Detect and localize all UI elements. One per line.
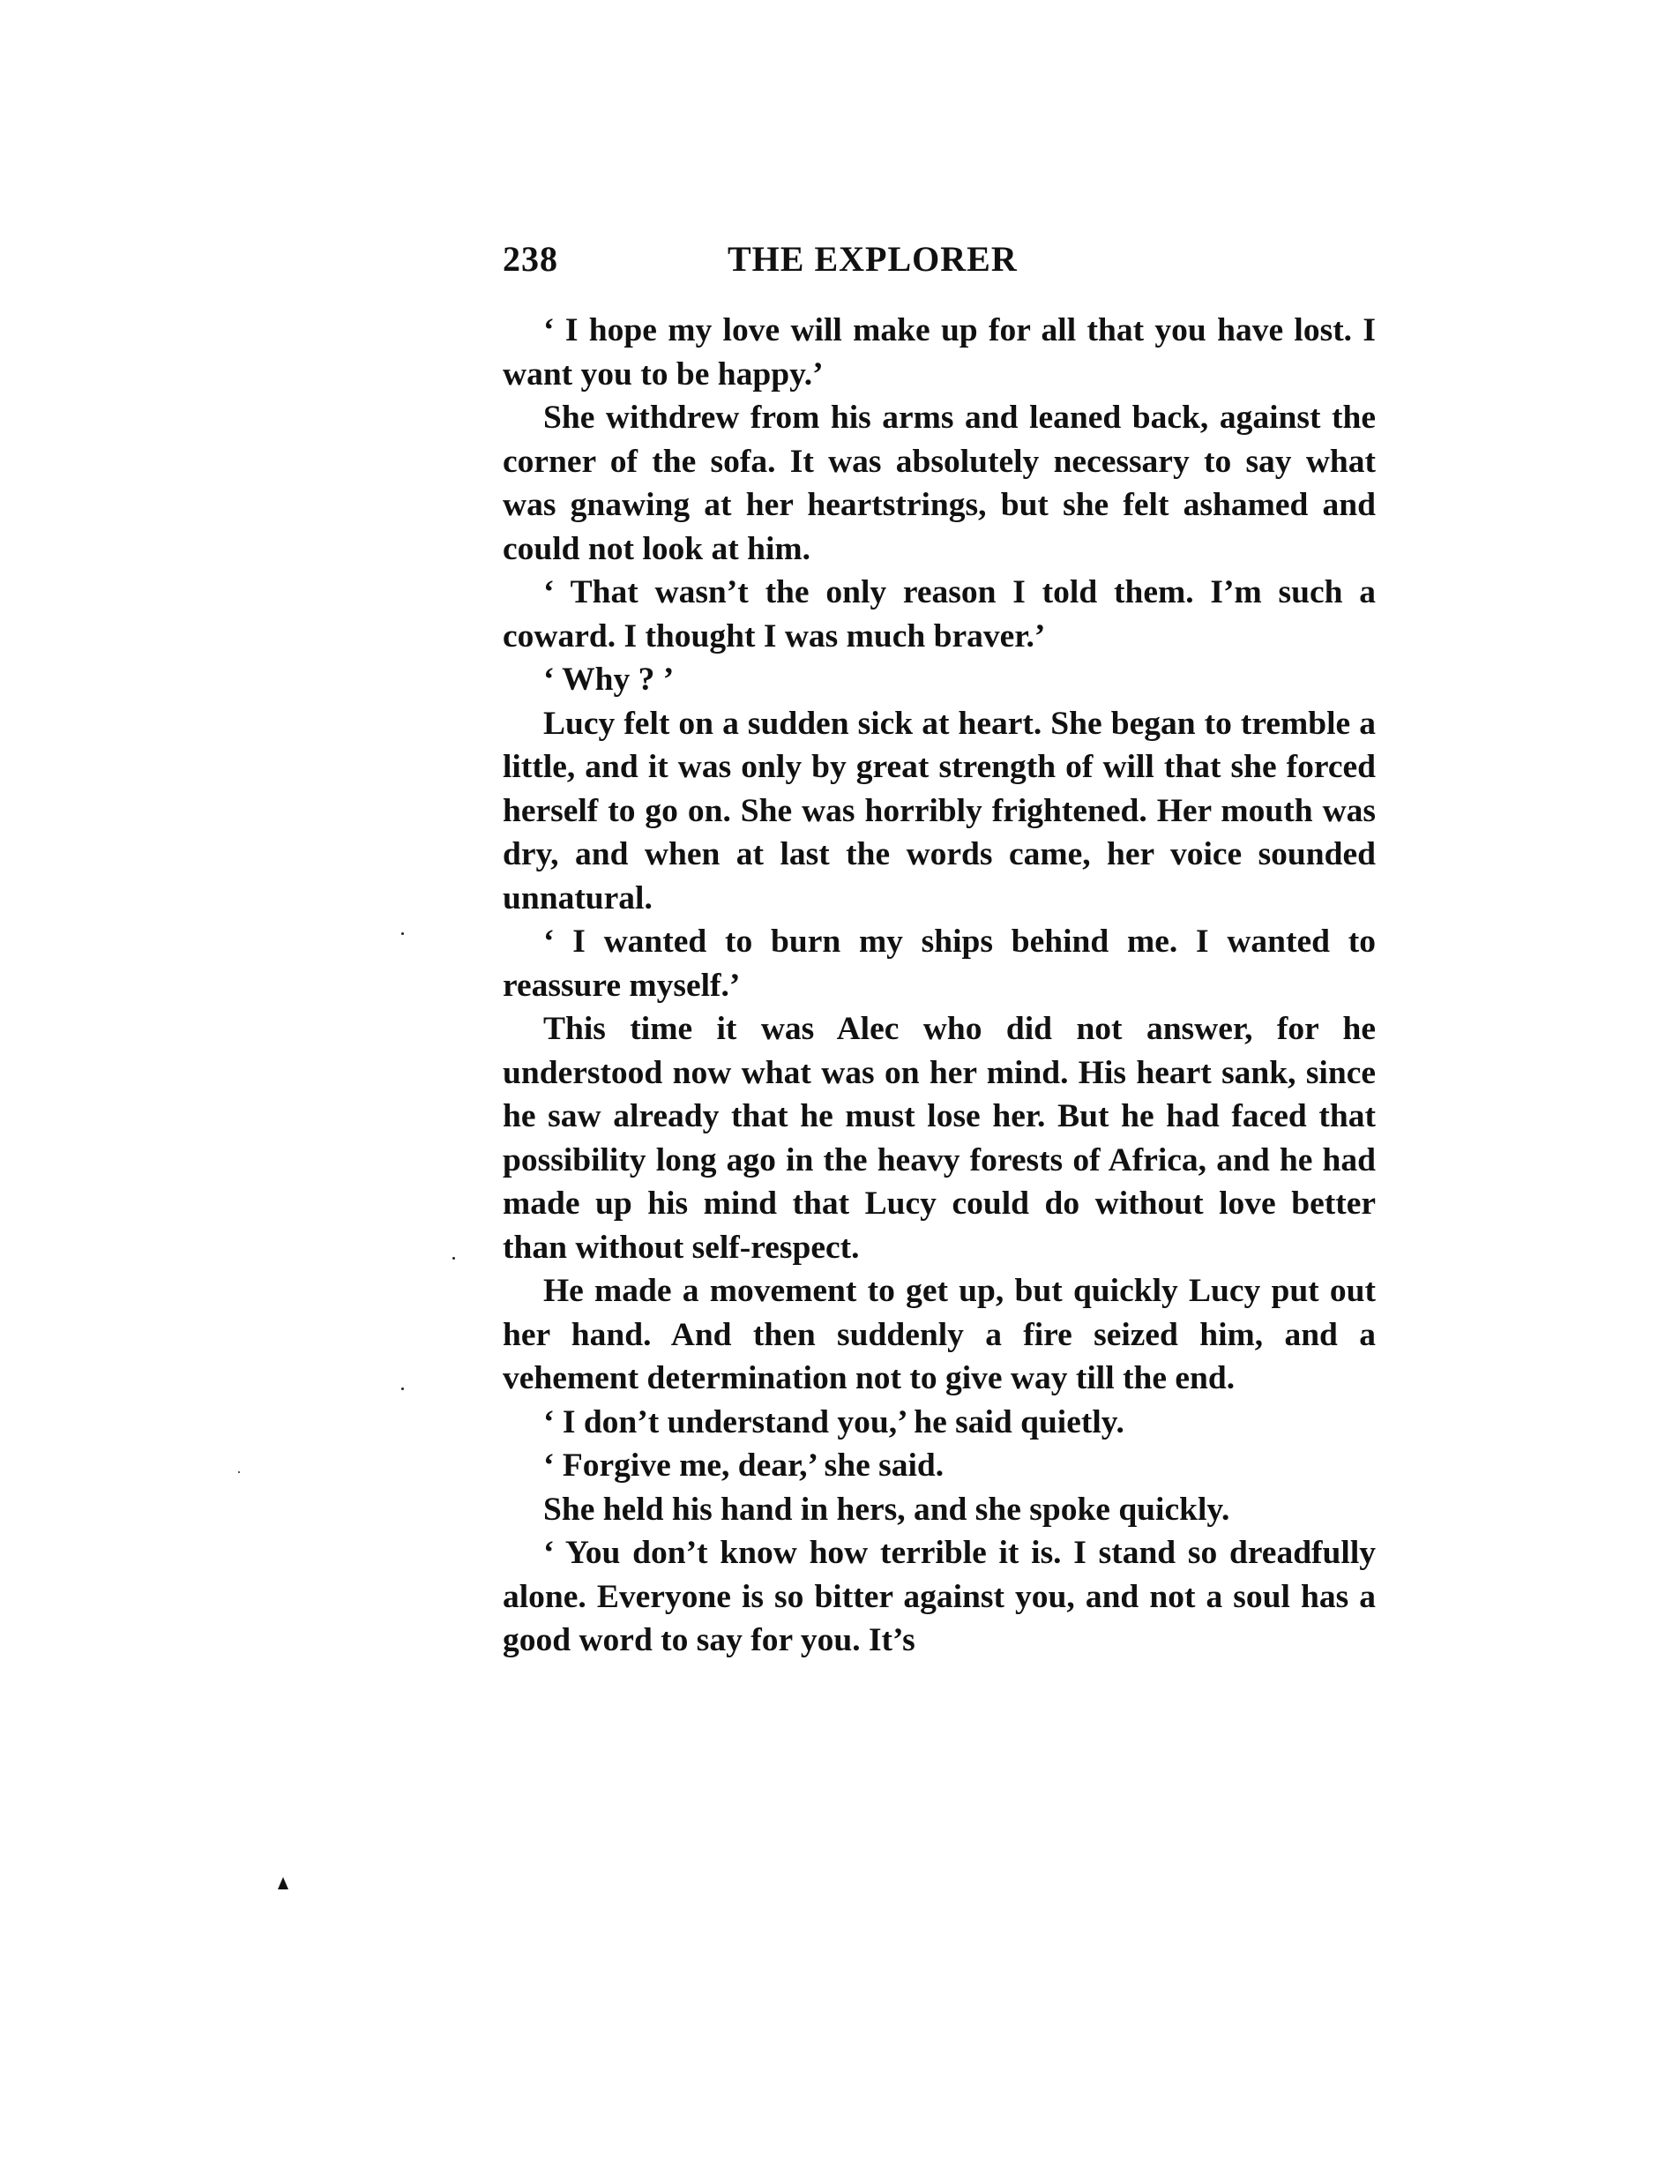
running-title: THE EXPLORER — [728, 239, 1018, 279]
scan-speck — [452, 1257, 455, 1260]
paragraph: He made a movement to get up, but quickly Lucy put out her hand. And then suddenly a fire seized him, and a vehement determination not to give way till the end. — [503, 1273, 1376, 1396]
page-number: 238 — [503, 239, 558, 279]
paragraph: ‘ I hope my love will make up for all that you have lost. I want you to be happy.’ — [503, 312, 1376, 393]
body-text — [503, 309, 1376, 1663]
paragraph: ‘ You don’t know how terrible it is. I stand so dreadfully alone. Everyone is so bitter against you, and not a soul has a good word to say for you. It’s — [503, 1535, 1376, 1658]
paragraph: ‘ That wasn’t the only reason I told them. I’m such a coward. I thought I was much braver.’ — [503, 574, 1376, 654]
scan-speck — [401, 932, 404, 935]
page-header — [503, 238, 1376, 300]
paragraph: Lucy felt on a sudden sick at heart. She began to tremble a little, and it was only by great strength of will that she forced herself to go on. She was horribly frightened. Her mouth was dry, and when at last the words came, her voice sounded unnatural. — [503, 705, 1376, 916]
scan-speck — [401, 1387, 404, 1390]
page-corner-mark — [278, 1877, 288, 1889]
paragraph: This time it was Alec who did not answer, for he understood now what was on her mind. His heart sank, since he saw already that he must lose her. But he had faced that possibility long ago in the heavy forests of Africa, and he had made up his mind that Lucy could do without love better than without self-respect. — [503, 1011, 1376, 1266]
scan-speck — [238, 1471, 240, 1473]
paragraph: ‘ Forgive me, dear,’ she said. — [543, 1447, 945, 1484]
paragraph: She withdrew from his arms and leaned back, against the corner of the sofa. It was absolutely necessary to say what was gnawing at her heartstrings, but she felt ashamed and could not look at him. — [503, 400, 1376, 567]
paragraph: ‘ I wanted to burn my ships behind me. I wanted to reassure myself.’ — [503, 924, 1376, 1004]
paragraph: She held his hand in hers, and she spoke quickly. — [543, 1491, 1230, 1528]
paragraph: ‘ Why ? ’ — [543, 662, 675, 698]
paragraph: ‘ I don’t understand you,’ he said quietly. — [543, 1403, 1124, 1440]
